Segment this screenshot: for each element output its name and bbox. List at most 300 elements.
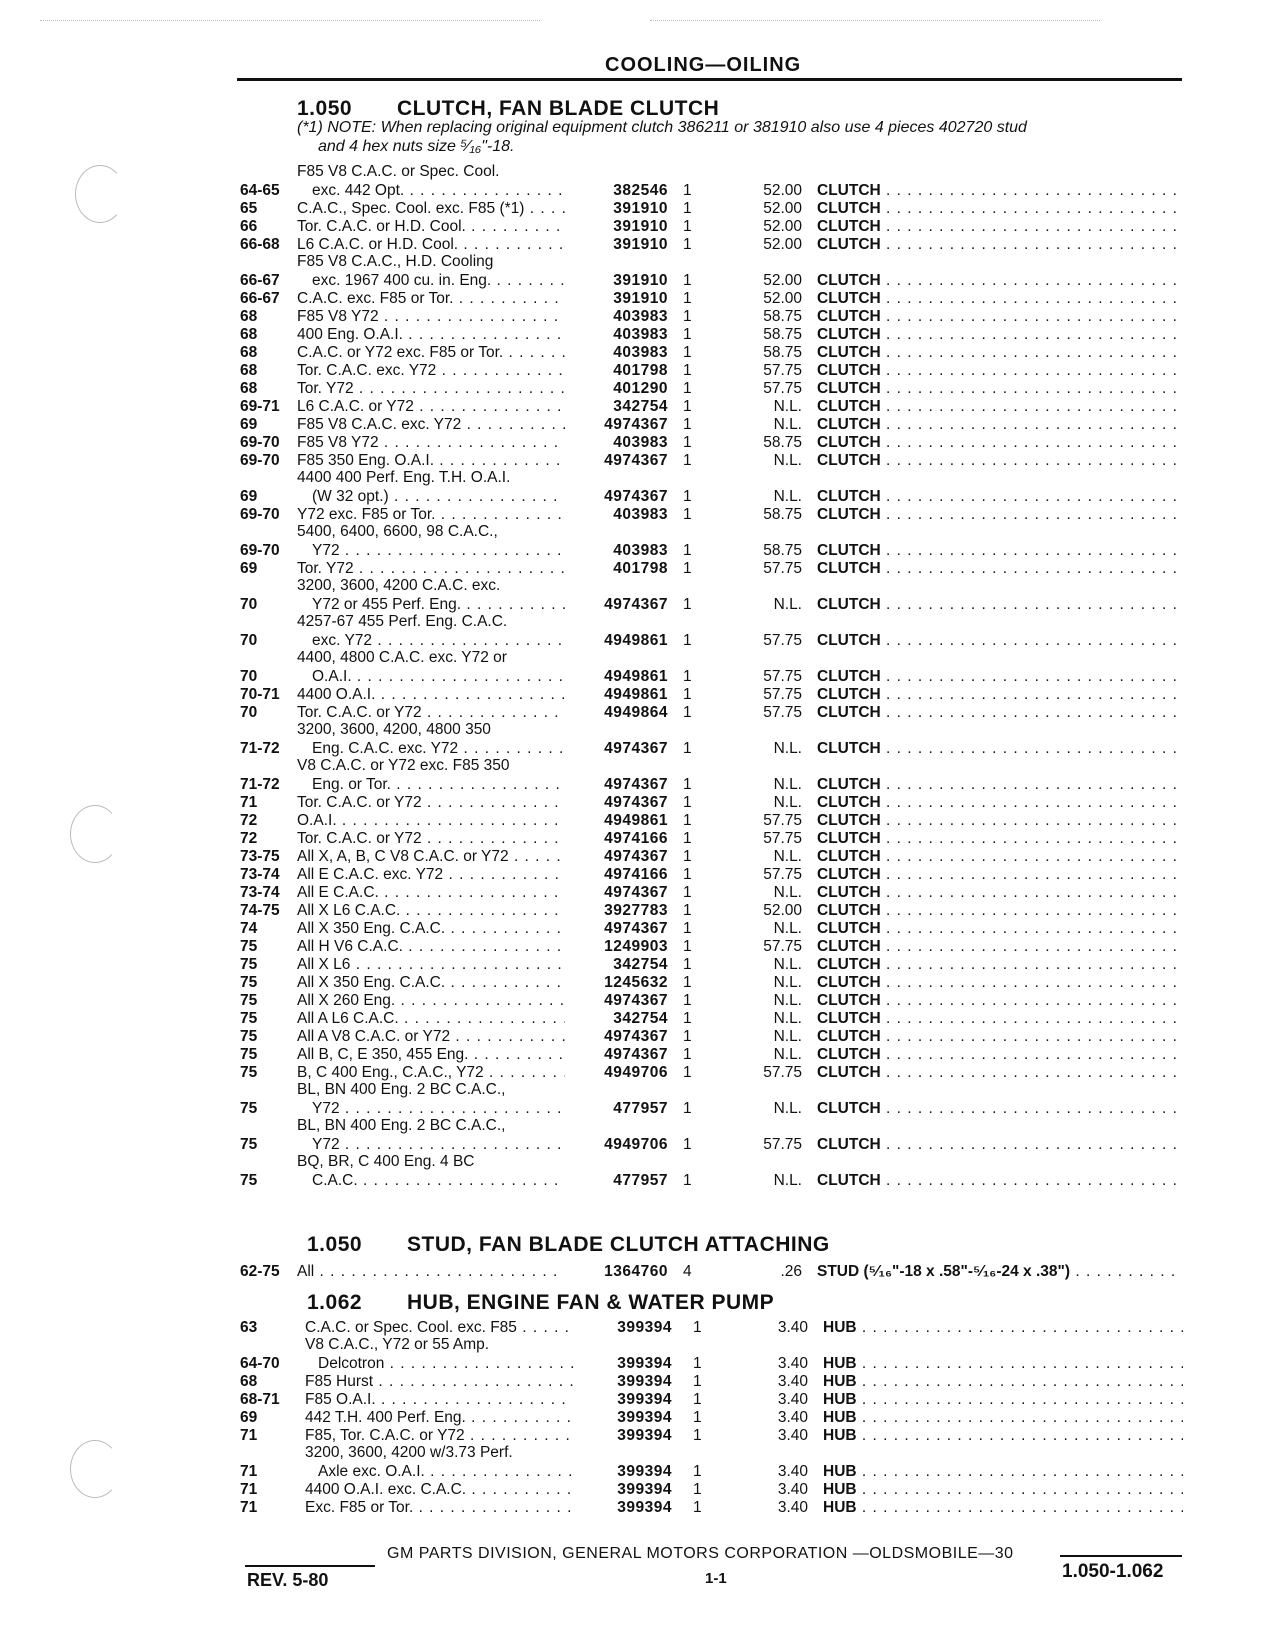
footer-rule-left [245, 1565, 375, 1567]
part-name: CLUTCH . . . [817, 398, 1182, 416]
description: Y72 or 455 Perf. Eng. . . . [312, 596, 565, 614]
part-name: STUD (⁵⁄₁₆"-18 x .58"-⁵⁄₁₆-24 x .38") . . . [817, 1263, 1182, 1281]
quantity: 1 [683, 1100, 692, 1117]
model-year: 66-67 [240, 290, 280, 307]
description: exc. 442 Opt. . . . [312, 182, 565, 200]
footer-rule-right [1060, 1555, 1182, 1557]
quantity: 1 [683, 848, 692, 865]
part-name: CLUTCH . . . [817, 1064, 1182, 1082]
part-name: HUB . . . [823, 1355, 1183, 1373]
part-number: 1245632 [604, 974, 668, 991]
part-number: 403983 [613, 308, 668, 325]
quantity: 1 [683, 776, 692, 793]
price: N.L. [773, 794, 802, 811]
part-number: 403983 [613, 434, 668, 451]
model-year: 71 [240, 1499, 258, 1516]
price: .26 [780, 1263, 802, 1280]
price: 57.75 [763, 668, 802, 685]
quantity: 1 [683, 632, 692, 649]
part-name: CLUTCH . . . [817, 992, 1182, 1010]
part-name: CLUTCH . . . [817, 416, 1182, 434]
quantity: 1 [683, 1064, 692, 1081]
model-year: 69 [240, 560, 258, 577]
quantity: 1 [683, 236, 692, 253]
model-year: 66 [240, 218, 258, 235]
quantity: 1 [683, 1046, 692, 1063]
table-row [0, 937, 1280, 956]
part-number: 4974367 [604, 794, 668, 811]
price: N.L. [773, 452, 802, 469]
description: Tor. C.A.C. exc. Y72 . . . [297, 362, 565, 380]
price: 57.75 [763, 362, 802, 379]
table-row [0, 829, 1280, 848]
price: 3.40 [777, 1355, 808, 1372]
table-row [0, 361, 1280, 380]
part-number: 4974367 [604, 416, 668, 433]
part-name: HUB . . . [823, 1319, 1183, 1337]
price: 58.75 [763, 326, 802, 343]
description: F85 350 Eng. O.A.I. . . . [297, 452, 565, 470]
price: N.L. [773, 1100, 802, 1117]
note-line-1: (*1) NOTE: When replacing original equipment clutch 386211 or 381910 also use 4 pieces 402720 stud [297, 119, 1027, 136]
model-year: 71 [240, 1481, 258, 1498]
price: N.L. [773, 884, 802, 901]
model-year: 68 [240, 326, 258, 343]
table-row [0, 1372, 1280, 1391]
description: Eng. C.A.C. exc. Y72 . . . [312, 740, 565, 758]
description-line-1: 4400, 4800 C.A.C. exc. Y72 or [297, 649, 507, 666]
table-row [0, 973, 1280, 992]
price: 57.75 [763, 704, 802, 721]
model-year: 69-70 [240, 506, 280, 523]
description-line-1: V8 C.A.C. or Y72 exc. F85 350 [297, 757, 510, 774]
model-year: 68 [240, 344, 258, 361]
price: 57.75 [763, 812, 802, 829]
model-year: 70 [240, 704, 258, 721]
quantity: 1 [693, 1391, 702, 1408]
part-name: CLUTCH . . . [817, 902, 1182, 920]
description: C.A.C. . . . [312, 1172, 565, 1190]
description: All A V8 C.A.C. or Y72 . . . [297, 1028, 565, 1046]
quantity: 1 [693, 1499, 702, 1516]
description: (W 32 opt.) . . . [312, 488, 565, 506]
part-number: 477957 [613, 1100, 668, 1117]
description: L6 C.A.C. or H.D. Cool. . . . [297, 236, 565, 254]
part-name: CLUTCH . . . [817, 1046, 1182, 1064]
part-name: CLUTCH . . . [817, 488, 1182, 506]
price: N.L. [773, 956, 802, 973]
price: N.L. [773, 1172, 802, 1189]
section-number: 1.050 [307, 1233, 363, 1256]
model-year: 62-75 [240, 1263, 280, 1280]
description: All E C.A.C. . . . [297, 884, 565, 902]
part-number: 4974367 [604, 920, 668, 937]
price: N.L. [773, 776, 802, 793]
price: 57.75 [763, 1064, 802, 1081]
model-year: 73-75 [240, 848, 280, 865]
description: Y72 exc. F85 or Tor. . . . [297, 506, 565, 524]
description: C.A.C. or Y72 exc. F85 or Tor. . . . [297, 344, 565, 362]
description-line-1: BL, BN 400 Eng. 2 BC C.A.C., [297, 1117, 506, 1134]
table-row [0, 991, 1280, 1010]
description: F85, Tor. C.A.C. or Y72 . . . [305, 1427, 573, 1445]
model-year: 70 [240, 632, 258, 649]
model-year: 72 [240, 830, 258, 847]
part-name: CLUTCH . . . [817, 794, 1182, 812]
section-heading [307, 1233, 830, 1257]
price: N.L. [773, 992, 802, 1009]
price: 57.75 [763, 830, 802, 847]
table-row [0, 1117, 1280, 1154]
quantity: 1 [693, 1463, 702, 1480]
table-row [0, 523, 1280, 560]
quantity: 1 [683, 398, 692, 415]
description-line-1: V8 C.A.C., Y72 or 55 Amp. [305, 1336, 490, 1353]
part-name: CLUTCH . . . [817, 830, 1182, 848]
table-row [0, 1153, 1280, 1190]
description: C.A.C., Spec. Cool. exc. F85 (*1) . . . [297, 200, 565, 218]
description: Tor. Y72 . . . [297, 560, 565, 578]
price: N.L. [773, 398, 802, 415]
quantity: 1 [683, 866, 692, 883]
price: 3.40 [777, 1409, 808, 1426]
part-name: CLUTCH . . . [817, 1172, 1182, 1190]
description-line-1: 5400, 6400, 6600, 98 C.A.C., [297, 523, 498, 540]
quantity: 1 [683, 686, 692, 703]
quantity: 1 [683, 1172, 692, 1189]
description: O.A.I. . . . [312, 668, 565, 686]
quantity: 1 [683, 812, 692, 829]
part-number: 342754 [613, 398, 668, 415]
description-line-1: 4257-67 455 Perf. Eng. C.A.C. [297, 613, 508, 630]
model-year: 69-70 [240, 542, 280, 559]
part-name: CLUTCH . . . [817, 290, 1182, 308]
price: 3.40 [777, 1499, 808, 1516]
table-row [0, 577, 1280, 614]
description: All X 350 Eng. C.A.C. . . . [297, 920, 565, 938]
part-number: 1364760 [604, 1263, 668, 1280]
part-name: HUB . . . [823, 1463, 1183, 1481]
model-year: 75 [240, 938, 258, 955]
price: 58.75 [763, 542, 802, 559]
quantity: 1 [683, 344, 692, 361]
part-number: 4949861 [604, 812, 668, 829]
part-name: CLUTCH . . . [817, 596, 1182, 614]
quantity: 1 [683, 902, 692, 919]
quantity: 1 [683, 326, 692, 343]
description: All A L6 C.A.C. . . . [297, 1010, 565, 1028]
description-line-1: 3200, 3600, 4200 C.A.C. exc. [297, 577, 501, 594]
part-name: HUB . . . [823, 1499, 1183, 1517]
part-name: CLUTCH . . . [817, 236, 1182, 254]
quantity: 1 [683, 704, 692, 721]
table-row [0, 811, 1280, 830]
model-year: 75 [240, 1136, 258, 1153]
description: All X 260 Eng. . . . [297, 992, 565, 1010]
table-row [0, 451, 1280, 470]
description: Y72 . . . [312, 542, 565, 560]
part-name: CLUTCH . . . [817, 866, 1182, 884]
header-rule [237, 78, 1182, 81]
section-heading [307, 1291, 774, 1315]
description: 400 Eng. O.A.I. . . . [297, 326, 565, 344]
price: 52.00 [763, 218, 802, 235]
page-header-title: COOLING—OILING [605, 54, 802, 76]
part-number: 477957 [613, 1172, 668, 1189]
description: F85 V8 Y72 . . . [297, 434, 565, 452]
part-name: HUB . . . [823, 1481, 1183, 1499]
part-name: CLUTCH . . . [817, 812, 1182, 830]
part-number: 401798 [613, 560, 668, 577]
part-number: 403983 [613, 506, 668, 523]
table-row [0, 1081, 1280, 1118]
part-number: 399394 [617, 1463, 672, 1480]
price: 57.75 [763, 560, 802, 577]
price: 57.75 [763, 380, 802, 397]
part-number: 403983 [613, 344, 668, 361]
model-year: 64-70 [240, 1355, 280, 1372]
part-number: 399394 [617, 1373, 672, 1390]
part-name: CLUTCH . . . [817, 1010, 1182, 1028]
table-row [0, 703, 1280, 722]
model-year: 69 [240, 1409, 258, 1426]
price: N.L. [773, 1028, 802, 1045]
description: exc. Y72 . . . [312, 632, 565, 650]
quantity: 1 [683, 290, 692, 307]
model-year: 72 [240, 812, 258, 829]
description: F85 V8 C.A.C. exc. Y72 . . . [297, 416, 565, 434]
part-number: 3927783 [604, 902, 668, 919]
quantity: 1 [683, 362, 692, 379]
part-number: 403983 [613, 542, 668, 559]
description: Eng. or Tor. . . . [312, 776, 565, 794]
model-year: 75 [240, 1010, 258, 1027]
model-year: 74 [240, 920, 258, 937]
part-number: 4974367 [604, 740, 668, 757]
page-number: 1-1 [705, 1570, 727, 1587]
model-year: 75 [240, 1028, 258, 1045]
description-line-1: 4400 400 Perf. Eng. T.H. O.A.I. [297, 469, 511, 486]
table-row [0, 613, 1280, 650]
quantity: 1 [693, 1481, 702, 1498]
part-name: CLUTCH . . . [817, 506, 1182, 524]
price: N.L. [773, 416, 802, 433]
description: F85 O.A.I. . . . [305, 1391, 573, 1409]
quantity: 1 [683, 884, 692, 901]
model-year: 75 [240, 1100, 258, 1117]
scan-edge-mark [650, 20, 1100, 22]
table-row [0, 325, 1280, 344]
description: 442 T.H. 400 Perf. Eng. . . . [305, 1409, 573, 1427]
part-number: 391910 [613, 290, 668, 307]
description: All X L6 . . . [297, 956, 565, 974]
part-name: CLUTCH . . . [817, 434, 1182, 452]
table-row [0, 847, 1280, 866]
part-name: CLUTCH . . . [817, 686, 1182, 704]
model-year: 68 [240, 1373, 258, 1390]
model-year: 66-68 [240, 236, 280, 253]
table-row [0, 1390, 1280, 1409]
quantity: 4 [683, 1263, 692, 1280]
price: 52.00 [763, 272, 802, 289]
part-name: CLUTCH . . . [817, 1028, 1182, 1046]
model-year: 71-72 [240, 776, 280, 793]
part-number: 399394 [617, 1355, 672, 1372]
description: All B, C, E 350, 455 Eng. . . . [297, 1046, 565, 1064]
table-row [0, 1318, 1280, 1337]
part-name: CLUTCH . . . [817, 938, 1182, 956]
price: 3.40 [777, 1481, 808, 1498]
model-year: 68-71 [240, 1391, 280, 1408]
table-row [0, 415, 1280, 434]
price: 3.40 [777, 1427, 808, 1444]
description: 4400 O.A.I. . . . [297, 686, 565, 704]
part-number: 4974367 [604, 776, 668, 793]
table-row [0, 1408, 1280, 1427]
table-row [0, 883, 1280, 902]
price: 3.40 [777, 1373, 808, 1390]
table-row [0, 1498, 1280, 1517]
description: C.A.C. exc. F85 or Tor. . . . [297, 290, 565, 308]
description-line-1: 3200, 3600, 4200 w/3.73 Perf. [305, 1444, 513, 1461]
part-number: 4949861 [604, 686, 668, 703]
model-year: 63 [240, 1319, 258, 1336]
table-row [0, 685, 1280, 704]
part-name: CLUTCH . . . [817, 452, 1182, 470]
table-row [0, 1009, 1280, 1028]
description: F85 Hurst . . . [305, 1373, 573, 1391]
note-line-2: and 4 hex nuts size ⁵⁄₁₆"-18. [318, 138, 515, 155]
quantity: 1 [683, 416, 692, 433]
price: 52.00 [763, 236, 802, 253]
price: N.L. [773, 920, 802, 937]
section-title: CLUTCH, FAN BLADE CLUTCH [397, 97, 720, 120]
part-number: 399394 [617, 1481, 672, 1498]
quantity: 1 [693, 1373, 702, 1390]
quantity: 1 [683, 452, 692, 469]
price: 58.75 [763, 344, 802, 361]
table-row [0, 433, 1280, 452]
part-number: 4974367 [604, 1028, 668, 1045]
model-year: 75 [240, 1064, 258, 1081]
table-row [0, 649, 1280, 686]
description-line-1: BL, BN 400 Eng. 2 BC C.A.C., [297, 1081, 506, 1098]
model-year: 69 [240, 488, 258, 505]
description: L6 C.A.C. or Y72 . . . [297, 398, 565, 416]
part-number: 391910 [613, 272, 668, 289]
quantity: 1 [693, 1409, 702, 1426]
price: N.L. [773, 974, 802, 991]
model-year: 75 [240, 1172, 258, 1189]
description: All X, A, B, C V8 C.A.C. or Y72 . . . [297, 848, 565, 866]
model-year: 71 [240, 794, 258, 811]
part-number: 1249903 [604, 938, 668, 955]
model-year: 70-71 [240, 686, 280, 703]
table-row [0, 757, 1280, 794]
part-number: 4974367 [604, 1046, 668, 1063]
price: N.L. [773, 596, 802, 613]
table-row [0, 343, 1280, 362]
model-year: 75 [240, 974, 258, 991]
description-line-1: BQ, BR, C 400 Eng. 4 BC [297, 1153, 475, 1170]
description: Axle exc. O.A.I. . . . [318, 1463, 573, 1481]
table-row [0, 235, 1280, 254]
part-name: CLUTCH . . . [817, 956, 1182, 974]
part-number: 399394 [617, 1427, 672, 1444]
part-name: HUB . . . [823, 1373, 1183, 1391]
model-year: 73-74 [240, 884, 280, 901]
description: F85 V8 Y72 . . . [297, 308, 565, 326]
table-row [0, 253, 1280, 290]
model-year: 70 [240, 668, 258, 685]
description: Tor. C.A.C. or Y72 . . . [297, 830, 565, 848]
part-number: 401290 [613, 380, 668, 397]
quantity: 1 [693, 1427, 702, 1444]
description-line-1: 3200, 3600, 4200, 4800 350 [297, 721, 491, 738]
part-number: 382546 [613, 182, 668, 199]
description: Exc. F85 or Tor. . . . [305, 1499, 573, 1517]
description: Delcotron . . . [318, 1355, 573, 1373]
table-row [0, 1444, 1280, 1481]
model-year: 70 [240, 596, 258, 613]
part-name: HUB . . . [823, 1391, 1183, 1409]
price: N.L. [773, 1046, 802, 1063]
description: Tor. C.A.C. or Y72 . . . [297, 794, 565, 812]
part-name: CLUTCH . . . [817, 218, 1182, 236]
section-number: 1.050 [297, 97, 353, 120]
part-number: 4974367 [604, 452, 668, 469]
part-name: CLUTCH . . . [817, 200, 1182, 218]
model-year: 71 [240, 1463, 258, 1480]
model-year: 71-72 [240, 740, 280, 757]
price: 52.00 [763, 290, 802, 307]
price: 3.40 [777, 1319, 808, 1336]
part-number: 4974367 [604, 848, 668, 865]
table-row [0, 379, 1280, 398]
table-row [0, 919, 1280, 938]
part-name: CLUTCH . . . [817, 182, 1182, 200]
part-name: CLUTCH . . . [817, 704, 1182, 722]
section-number: 1.062 [307, 1291, 363, 1314]
quantity: 1 [683, 830, 692, 847]
part-number: 4974367 [604, 596, 668, 613]
quantity: 1 [683, 272, 692, 289]
section-note [297, 118, 1177, 156]
revision-label: REV. 5-80 [247, 1570, 329, 1590]
model-year: 73-74 [240, 866, 280, 883]
table-row [0, 307, 1280, 326]
table-row [0, 397, 1280, 416]
part-number: 4949861 [604, 632, 668, 649]
part-name: CLUTCH . . . [817, 542, 1182, 560]
part-number: 4949864 [604, 704, 668, 721]
table-row [0, 901, 1280, 920]
table-row [0, 1262, 1280, 1281]
price: N.L. [773, 848, 802, 865]
description: All E C.A.C. exc. Y72 . . . [297, 866, 565, 884]
price: 58.75 [763, 308, 802, 325]
price: 52.00 [763, 182, 802, 199]
model-year: 75 [240, 992, 258, 1009]
table-row [0, 1426, 1280, 1445]
quantity: 1 [683, 542, 692, 559]
part-name: CLUTCH . . . [817, 668, 1182, 686]
model-year: 69-71 [240, 398, 280, 415]
description: exc. 1967 400 cu. in. Eng. . . . [312, 272, 565, 290]
part-name: CLUTCH . . . [817, 920, 1182, 938]
quantity: 1 [683, 218, 692, 235]
part-name: HUB . . . [823, 1427, 1183, 1445]
